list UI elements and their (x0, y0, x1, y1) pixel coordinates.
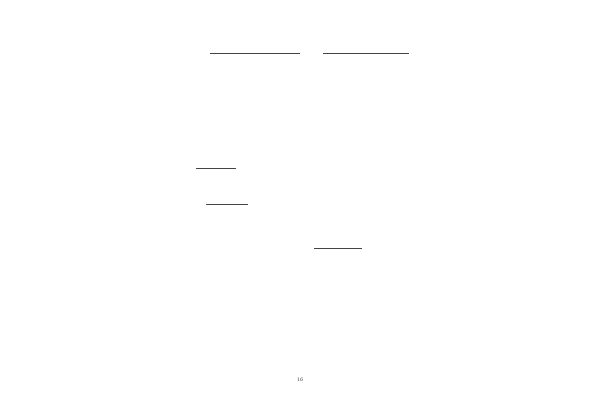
subsection-heading (196, 121, 426, 133)
instruction-line (196, 136, 426, 148)
passage-line (196, 267, 426, 279)
passage-line (196, 243, 426, 255)
blank-line (314, 248, 362, 249)
passage-line (196, 255, 426, 267)
question-blanks-line (196, 48, 426, 60)
blank-line (196, 168, 236, 169)
blank-line (323, 53, 409, 54)
answer-line (196, 76, 426, 88)
option-a-line (196, 363, 426, 375)
passage-line (196, 315, 426, 327)
blank-line (206, 204, 248, 205)
section-heading (196, 103, 426, 115)
passage-line (196, 211, 426, 223)
passage-line (196, 327, 426, 339)
passage-line (196, 291, 426, 303)
passage-line (196, 223, 426, 235)
passage-line (196, 187, 426, 199)
question-line (196, 36, 426, 48)
question-line (196, 351, 426, 363)
blank-line (210, 53, 300, 54)
answer-line (196, 88, 426, 100)
passage-line (196, 163, 426, 175)
passage-line (196, 199, 426, 211)
passage-line (196, 279, 426, 291)
passage-line (196, 339, 426, 351)
passage-line (196, 175, 426, 187)
page-number: 16 (296, 377, 304, 383)
passage-line (196, 303, 426, 315)
answer-line (196, 64, 426, 76)
passage-line (196, 151, 426, 163)
